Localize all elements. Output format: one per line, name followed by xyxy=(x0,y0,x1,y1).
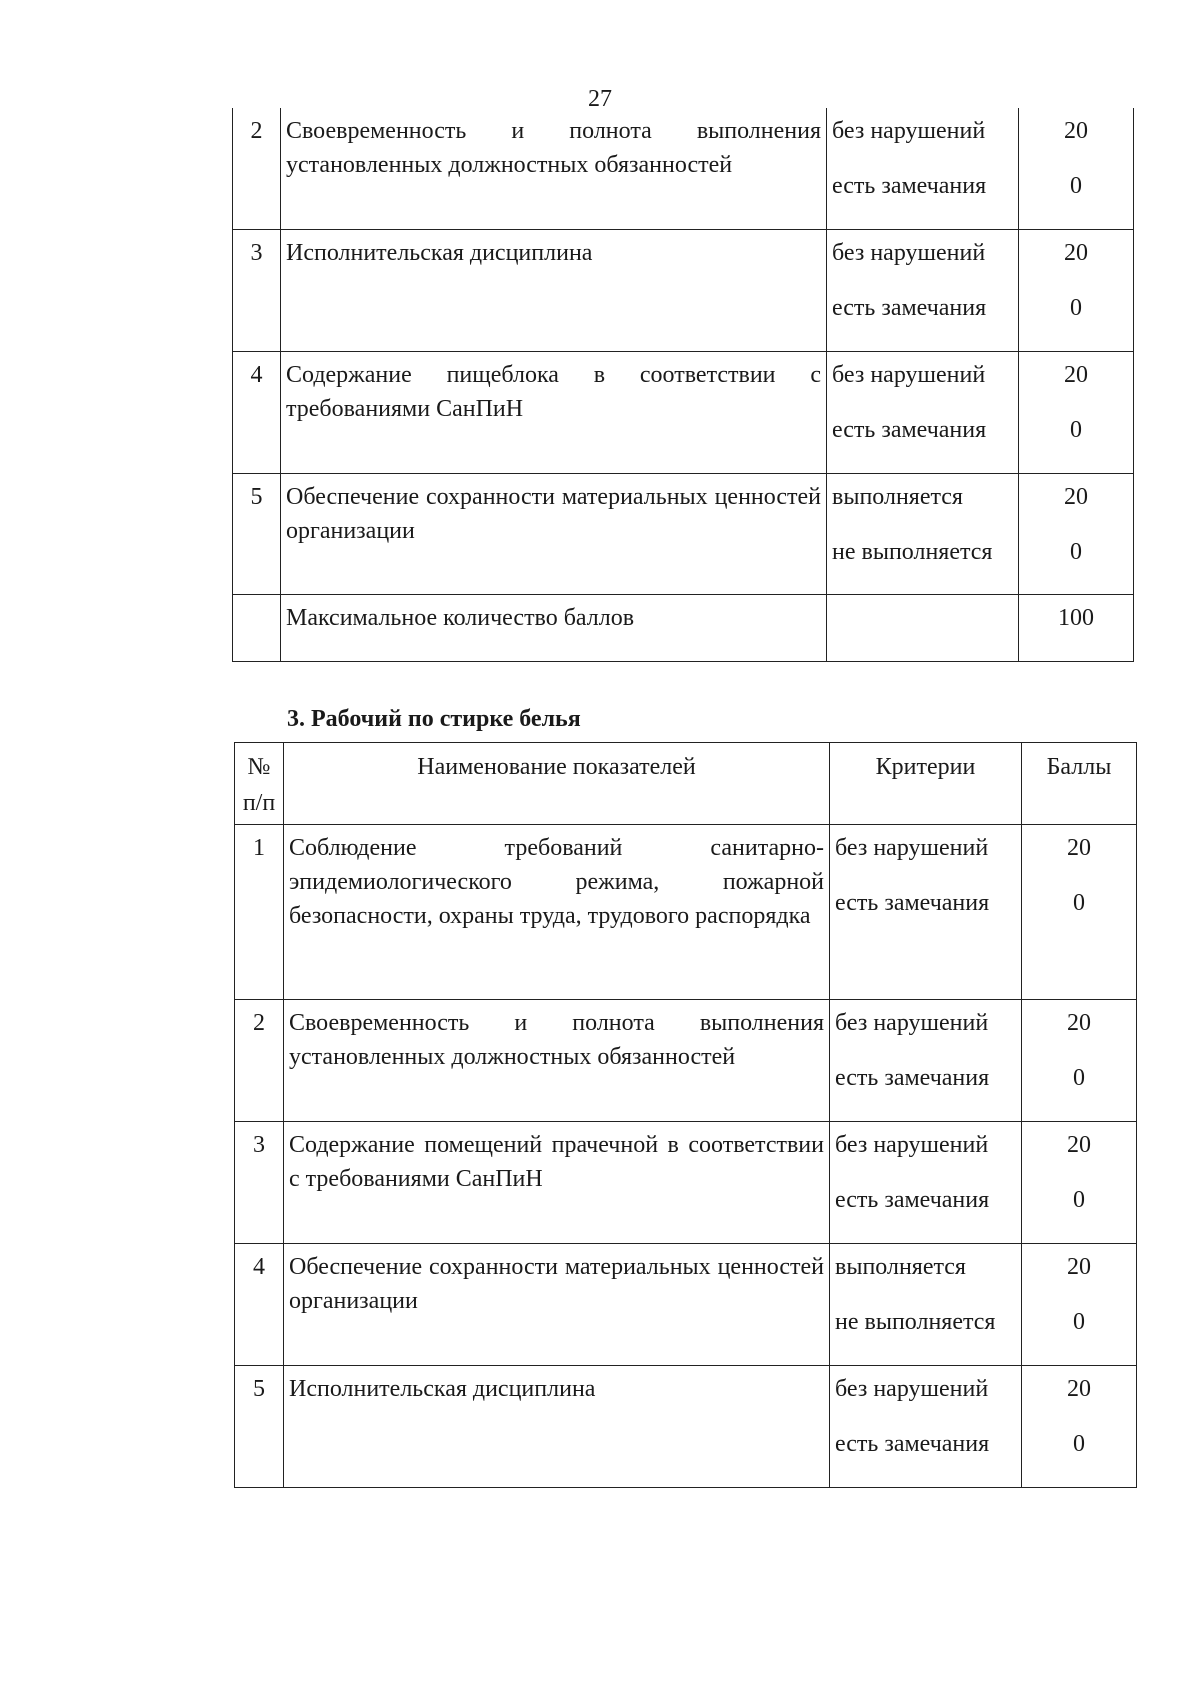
table-row xyxy=(235,825,1137,1000)
score-value: 20 xyxy=(1067,835,1091,861)
row-number: 2 xyxy=(235,1000,284,1122)
row-number: 4 xyxy=(235,1244,284,1366)
score-cell xyxy=(1022,825,1137,1000)
criterion-option: без нарушений xyxy=(832,118,986,144)
score-cell xyxy=(1019,351,1134,473)
row-number: 3 xyxy=(235,1122,284,1244)
table-row xyxy=(235,1366,1137,1488)
criteria-table-continued xyxy=(232,108,1134,662)
criteria-cell xyxy=(830,1366,1022,1488)
score-value: 0 xyxy=(1070,173,1082,199)
criterion-option: не выполняется xyxy=(832,538,993,565)
criterion-option: есть замечания xyxy=(832,173,987,199)
indicator-name: Содержание помещений прачечной в соответствии с требованиями СанПиН xyxy=(284,1122,830,1244)
criteria-cell xyxy=(827,229,1019,351)
criterion-option: без нарушений xyxy=(835,835,989,861)
criterion-option: без нарушений xyxy=(835,1376,989,1402)
criteria-cell xyxy=(827,351,1019,473)
table-row xyxy=(233,351,1134,473)
criterion-option: есть замечания xyxy=(835,1431,990,1457)
table-row xyxy=(235,1122,1137,1244)
score-cell xyxy=(1019,108,1134,229)
criterion-option: есть замечания xyxy=(832,416,987,443)
criterion-option: есть замечания xyxy=(835,890,990,916)
criteria-cell xyxy=(830,1244,1022,1366)
score-value: 20 xyxy=(1064,118,1088,144)
indicator-name: Обеспечение сохранности материальных ценностей организации xyxy=(284,1244,830,1366)
criteria-cell xyxy=(830,1122,1022,1244)
score-cell xyxy=(1019,229,1134,351)
indicator-name: Исполнительская дисциплина xyxy=(281,229,827,351)
page-number: 27 xyxy=(588,86,612,112)
criterion-option: есть замечания xyxy=(832,294,987,321)
score-cell xyxy=(1022,1122,1137,1244)
score-value: 20 xyxy=(1064,483,1088,510)
criterion-option: есть замечания xyxy=(835,1065,990,1091)
score-value: 0 xyxy=(1073,1431,1085,1457)
table-row xyxy=(235,1000,1137,1122)
score-value: 20 xyxy=(1064,361,1088,388)
indicator-name: Обеспечение сохранности материальных ценностей организации xyxy=(281,473,827,594)
criteria-cell xyxy=(827,473,1019,594)
row-number: 5 xyxy=(235,1366,284,1488)
criteria-table-laundry-worker xyxy=(234,742,1137,1488)
indicator-name: Своевременность и полнота выполнения установленных должностных обязанностей xyxy=(281,108,827,229)
header-scores: Баллы xyxy=(1022,743,1137,825)
criteria-cell xyxy=(830,1000,1022,1122)
score-value: 0 xyxy=(1070,416,1082,443)
score-value: 0 xyxy=(1073,1065,1085,1091)
indicator-name: Соблюдение требований санитарно-эпидемиологического режима, пожарной безопасности, охраны труда, трудового распорядка xyxy=(284,825,830,1000)
score-value: 0 xyxy=(1070,538,1082,565)
criterion-option: без нарушений xyxy=(835,1010,989,1036)
total-row xyxy=(233,594,1134,661)
total-label: Максимальное количество баллов xyxy=(281,594,827,661)
criteria-cell xyxy=(830,825,1022,1000)
score-cell xyxy=(1022,1366,1137,1488)
criterion-option: без нарушений xyxy=(835,1132,989,1158)
indicator-name: Содержание пищеблока в соответствии с требованиями СанПиН xyxy=(281,351,827,473)
criterion-option: без нарушений xyxy=(832,361,986,388)
score-value: 20 xyxy=(1067,1132,1091,1158)
score-cell xyxy=(1019,473,1134,594)
row-number: 2 xyxy=(233,108,281,229)
empty-cell xyxy=(233,594,281,661)
total-score: 100 xyxy=(1019,594,1134,661)
score-value: 0 xyxy=(1073,890,1085,916)
score-cell xyxy=(1022,1000,1137,1122)
header-name: Наименование показателей xyxy=(284,743,830,825)
score-value: 0 xyxy=(1073,1187,1085,1213)
criterion-option: не выполняется xyxy=(835,1309,996,1335)
score-value: 20 xyxy=(1067,1254,1091,1280)
score-value: 0 xyxy=(1070,294,1082,321)
score-value: 20 xyxy=(1067,1376,1091,1402)
indicator-name: Исполнительская дисциплина xyxy=(284,1366,830,1488)
criterion-option: без нарушений xyxy=(832,239,986,266)
score-value: 0 xyxy=(1073,1309,1085,1335)
criterion-option: есть замечания xyxy=(835,1187,990,1213)
score-cell xyxy=(1022,1244,1137,1366)
header-num: № п/п xyxy=(235,743,284,825)
criterion-option: выполняется xyxy=(832,483,963,510)
table-row xyxy=(233,473,1134,594)
score-value: 20 xyxy=(1064,239,1088,266)
criterion-option: выполняется xyxy=(835,1254,966,1280)
row-number: 5 xyxy=(233,473,281,594)
score-value: 20 xyxy=(1067,1010,1091,1036)
table-row xyxy=(233,108,1134,229)
indicator-name: Своевременность и полнота выполнения установленных должностных обязанностей xyxy=(284,1000,830,1122)
table-row xyxy=(235,1244,1137,1366)
criteria-cell xyxy=(827,108,1019,229)
header-criteria: Критерии xyxy=(830,743,1022,825)
table-header-row xyxy=(235,743,1137,825)
row-number: 3 xyxy=(233,229,281,351)
row-number: 1 xyxy=(235,825,284,1000)
empty-cell xyxy=(827,594,1019,661)
section-title: 3. Рабочий по стирке белья xyxy=(287,706,581,732)
row-number: 4 xyxy=(233,351,281,473)
table-row xyxy=(233,229,1134,351)
